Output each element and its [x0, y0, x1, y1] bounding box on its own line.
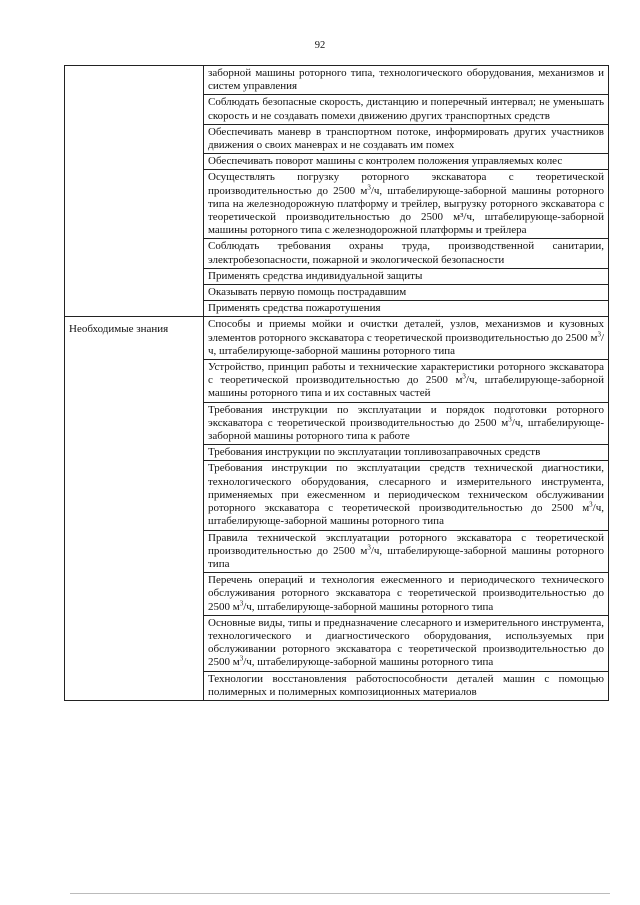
table-cell	[204, 615, 609, 671]
section-label: Необходимые знания	[69, 323, 169, 336]
cell-text: заборной машины роторного типа, технологического оборудования, механизмов и систем управления	[208, 67, 604, 93]
cell-text: Осуществлять погрузку роторного экскаватора с теоретической производительностью до 2500 $м^3/ч$, штабелирующе-заборной машины роторного типа на железнодорожную платформу и трейлер, выгрузку роторного экскаватора с теоретической производительностью до 2500 м³/ч, штабелирующе-заборной машины роторного типа с железнодорожной платформы и трейлера	[208, 171, 604, 237]
cell-text: Перечень операций и технология ежесменного и периодического технического обслуживания роторного экскаватора с теоретической производительностью до 2500 $м^3/ч$, штабелирующе-заборной машины роторного типа	[208, 574, 604, 613]
cell-text: Соблюдать безопасные скорость, дистанцию и поперечный интервал; не уменьшать скорость и не создавать помехи движению других транспортных средств	[208, 96, 604, 122]
cell-text: Основные виды, типы и предназначение слесарного и измерительного инструмента, технологического и диагностического оборудования, используемых при обслуживании роторного экскаватора с теоретической производительностью до 2500 $м^3/ч$, штабелирующе-заборной машины роторного типа	[208, 616, 604, 669]
table-cell	[204, 170, 609, 239]
cell-text: Способы и приемы мойки и очистки деталей, узлов, механизмов и кузовных элементов роторного экскаватора с теоретической производительностью до 2500 $м^3/ч$, штабелирующе-заборной машины роторного типа	[208, 318, 604, 357]
cell-text: Оказывать первую помощь пострадавшим	[208, 286, 407, 299]
table-cell	[204, 530, 609, 573]
cell-text: Устройство, принцип работы и технические характеристики роторного экскаватора с теоретической производительностью до 2500 $м^3/ч$, штабелирующе-заборной машины роторного типа и их составных частей	[208, 361, 604, 400]
table-cell	[204, 285, 609, 301]
requirements-table	[64, 65, 609, 701]
table-cell	[204, 301, 609, 317]
table-cell	[204, 239, 609, 268]
table-cell	[204, 317, 609, 360]
table-cell	[204, 445, 609, 461]
table-cell	[204, 360, 609, 403]
table-row	[65, 317, 609, 360]
cell-text: Применять средства пожаротушения	[208, 302, 381, 315]
table-cell	[204, 124, 609, 153]
table-cell	[204, 268, 609, 284]
cell-text: Обеспечивать поворот машины с контролем положения управляемых колес	[208, 155, 563, 168]
cell-text: Требования инструкции по эксплуатации средств технической диагностики, технологического оборудования, слесарного и измерительного инструмента, применяемых при ежесменном и периодическом техническом обслуживании роторного экскаватора с теоретической производительностью до 2500 $м^3/ч$, штабелирующе-заборной машины роторного типа	[208, 462, 604, 528]
table-cell	[204, 95, 609, 124]
table-row	[65, 66, 609, 95]
table-cell	[204, 573, 609, 616]
label-cell	[65, 317, 204, 700]
cell-text: Применять средства индивидуальной защиты	[208, 269, 423, 282]
table-cell	[204, 154, 609, 170]
label-cell-empty	[65, 66, 204, 317]
cell-text: Требования инструкции по эксплуатации и порядок подготовки роторного экскаватора с теоретической производительностью до 2500 $м^3/ч$, штабелирующе-заборной машины роторного типа к работе	[208, 403, 604, 443]
cell-text: Требования инструкции по эксплуатации топливозаправочных средств	[208, 446, 541, 459]
page-number: 92	[314, 40, 326, 51]
cell-text: Обеспечивать маневр в транспортном потоке, информировать других участников движения о своих маневрах и не создавать им помех	[208, 125, 604, 152]
table-cell	[204, 402, 609, 445]
table-cell	[204, 461, 609, 530]
table-cell	[204, 671, 609, 700]
scan-edge-line	[70, 893, 610, 894]
cell-text: Технологии восстановления работоспособности деталей машин с помощью полимерных и полимерных композиционных материалов	[208, 672, 604, 698]
cell-text: Соблюдать требования охраны труда, производственной санитарии, электробезопасности, пожарной и экологической безопасности	[208, 240, 604, 266]
cell-text: Правила технической эксплуатации роторного экскаватора с теоретической производительностью до 2500 $м^3/ч$, штабелирующе-заборной машины роторного типа	[208, 531, 604, 570]
table-cell	[204, 66, 609, 95]
